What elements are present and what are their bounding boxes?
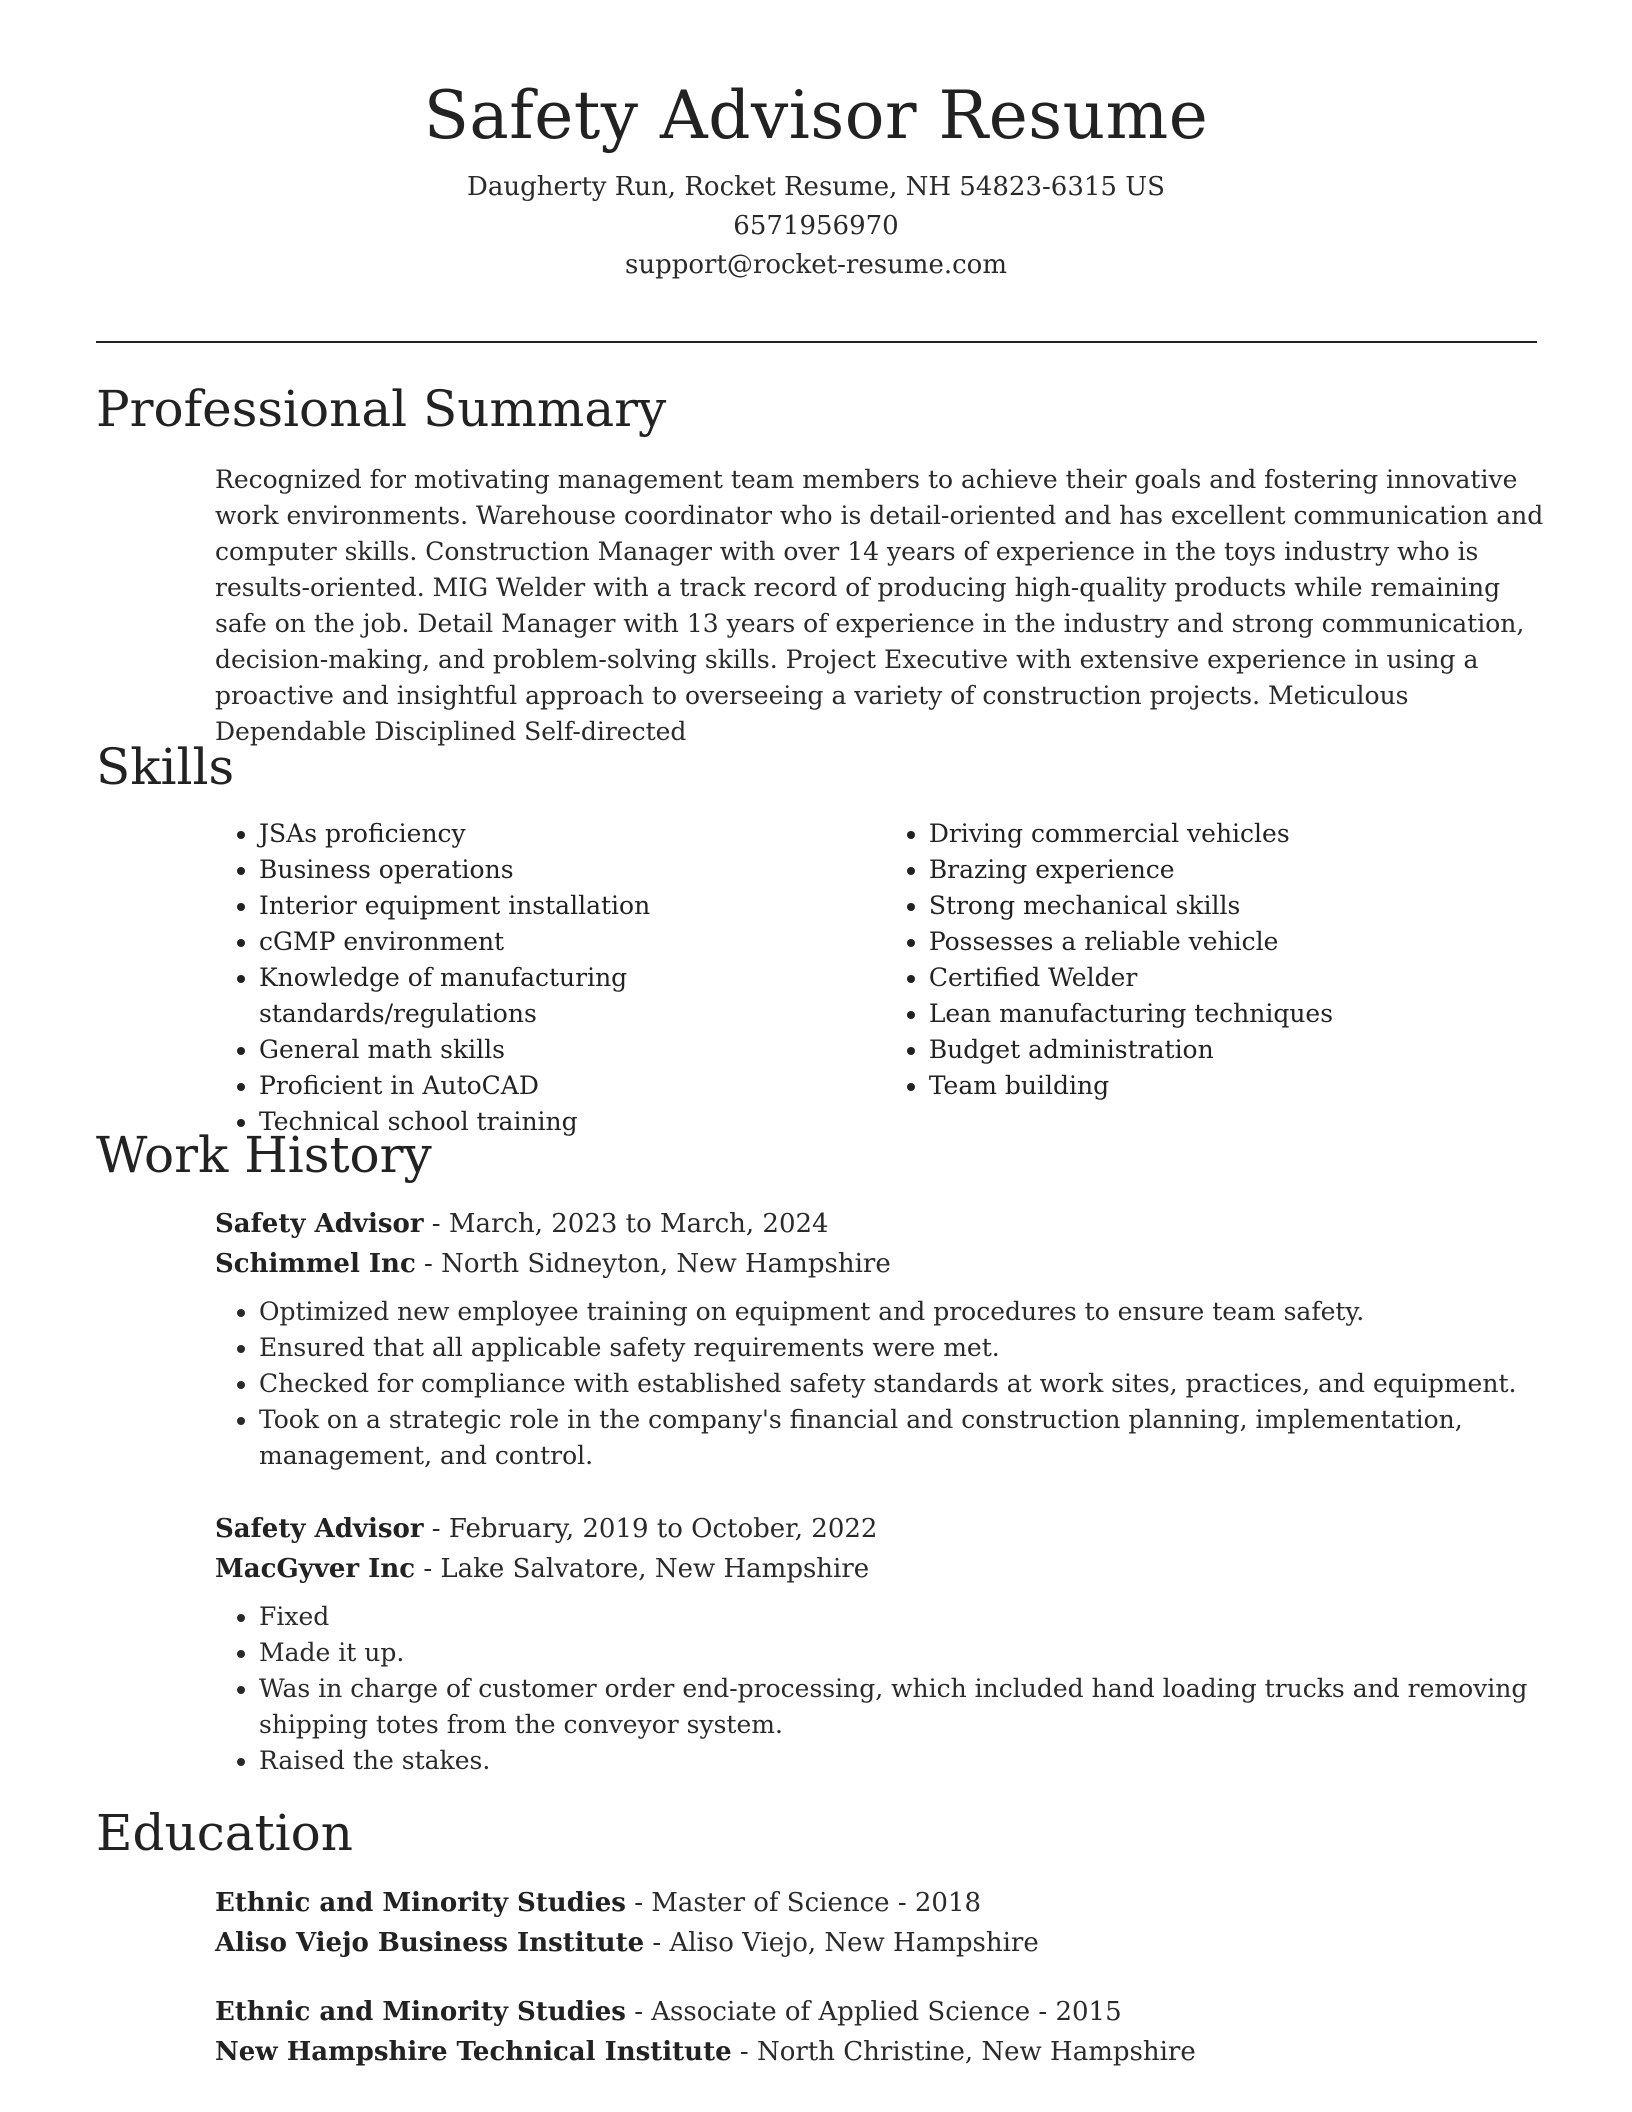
skill-item: • Knowledge of manufacturing standards/regulations xyxy=(259,960,885,1032)
skill-item: • JSAs proficiency xyxy=(259,816,885,852)
resume-title: Safety Advisor Resume xyxy=(423,77,1209,154)
job-title: Safety Advisor xyxy=(215,1209,424,1239)
job-bullet: • Was in charge of customer order end-processing, which included hand loading trucks and removing shipping totes from the conveyor system. xyxy=(259,1671,1545,1743)
job-bullet: • Raised the stakes. xyxy=(259,1743,1545,1779)
skill-item: • Team building xyxy=(929,1068,1545,1104)
job-company: MacGyver Inc xyxy=(215,1554,416,1584)
education-location: - Aliso Viejo, New Hampshire xyxy=(644,1928,1039,1958)
education-heading: Education xyxy=(96,1804,353,1862)
skills-column-right xyxy=(885,816,1545,1140)
education-entry xyxy=(215,1883,1545,1963)
education-entry xyxy=(215,1992,1545,2072)
skills-list xyxy=(215,816,1545,1140)
education-school-line xyxy=(215,1923,1545,1963)
job-bullet: • Optimized new employee training on equipment and procedures to ensure team safety. xyxy=(259,1294,1545,1330)
skill-item: • Strong mechanical skills xyxy=(929,888,1545,924)
job-bullet: • Took on a strategic role in the company's financial and construction planning, implementation, management, and control. xyxy=(259,1402,1545,1474)
skill-item: • Possesses a reliable vehicle xyxy=(929,924,1545,960)
skill-item: • Technical school training xyxy=(259,1104,885,1140)
job-company: Schimmel Inc xyxy=(215,1249,416,1279)
contact-address: Daugherty Run, Rocket Resume, NH 54823-6315 US xyxy=(467,171,1165,202)
contact-email: support@rocket-resume.com xyxy=(624,249,1007,280)
skill-item: • Brazing experience xyxy=(929,852,1545,888)
education-school: Aliso Viejo Business Institute xyxy=(215,1928,645,1958)
education-degree: - Associate of Applied Science - 2015 xyxy=(625,1997,1122,2027)
job-entry xyxy=(215,1509,1545,1779)
skill-item: • General math skills xyxy=(259,1032,885,1068)
job-location: - Lake Salvatore, New Hampshire xyxy=(415,1554,870,1584)
job-company-line xyxy=(215,1549,1545,1589)
education-field: Ethnic and Minority Studies xyxy=(215,1997,626,2027)
skill-item: • Certified Welder xyxy=(929,960,1545,996)
job-bullets xyxy=(215,1599,1545,1779)
skill-item: • Budget administration xyxy=(929,1032,1545,1068)
job-title-line xyxy=(215,1509,1545,1549)
education-degree-line xyxy=(215,1992,1545,2032)
job-entry xyxy=(215,1204,1545,1474)
resume-header xyxy=(0,78,1632,285)
skill-item: • Interior equipment installation xyxy=(259,888,885,924)
skill-item: • Proficient in AutoCAD xyxy=(259,1068,885,1104)
job-bullet: • Made it up. xyxy=(259,1635,1545,1671)
job-title-line xyxy=(215,1204,1545,1244)
skill-item: • Driving commercial vehicles xyxy=(929,816,1545,852)
education-degree: - Master of Science - 2018 xyxy=(625,1888,982,1918)
education-school-line xyxy=(215,2032,1545,2072)
education-location: - North Christine, New Hampshire xyxy=(731,2037,1196,2067)
header-divider xyxy=(96,341,1537,343)
summary-text: Recognized for motivating management team members to achieve their goals and fostering innovative work environments. Warehouse coordinator who is detail-oriented and has excellent communication and computer skills. Construction Manager with over 14 years of experience in the toys industry who is results-oriented. MIG Welder with a track record of producing high-quality products while remaining safe on the job. Detail Manager with 13 years of experience in the industry and strong communication, decision-making, and problem-solving skills. Project Executive with extensive experience in using a proactive and insightful approach to overseeing a variety of construction projects. Meticulous Dependable Disciplined Self-directed xyxy=(215,465,1544,746)
skills-heading: Skills xyxy=(96,738,235,796)
job-title: Safety Advisor xyxy=(215,1514,424,1544)
job-bullets xyxy=(215,1294,1545,1474)
job-company-line xyxy=(215,1244,1545,1284)
job-bullet: • Fixed xyxy=(259,1599,1545,1635)
skills-column-left xyxy=(215,816,885,1140)
skill-item: • Business operations xyxy=(259,852,885,888)
job-dates: - March, 2023 to March, 2024 xyxy=(423,1209,829,1239)
contact-phone: 6571956970 xyxy=(733,210,899,241)
contact-block xyxy=(0,168,1632,285)
job-bullet: • Ensured that all applicable safety requirements were met. xyxy=(259,1330,1545,1366)
job-location: - North Sidneyton, New Hampshire xyxy=(415,1249,891,1279)
job-dates: - February, 2019 to October, 2022 xyxy=(423,1514,878,1544)
skill-item: • Lean manufacturing techniques xyxy=(929,996,1545,1032)
job-bullet: • Checked for compliance with established safety standards at work sites, practices, and equipment. xyxy=(259,1366,1545,1402)
skill-item: • cGMP environment xyxy=(259,924,885,960)
education-degree-line xyxy=(215,1883,1545,1923)
summary-heading: Professional Summary xyxy=(96,380,667,438)
work-history-heading: Work History xyxy=(96,1126,432,1184)
education-field: Ethnic and Minority Studies xyxy=(215,1888,626,1918)
education-school: New Hampshire Technical Institute xyxy=(215,2037,732,2067)
